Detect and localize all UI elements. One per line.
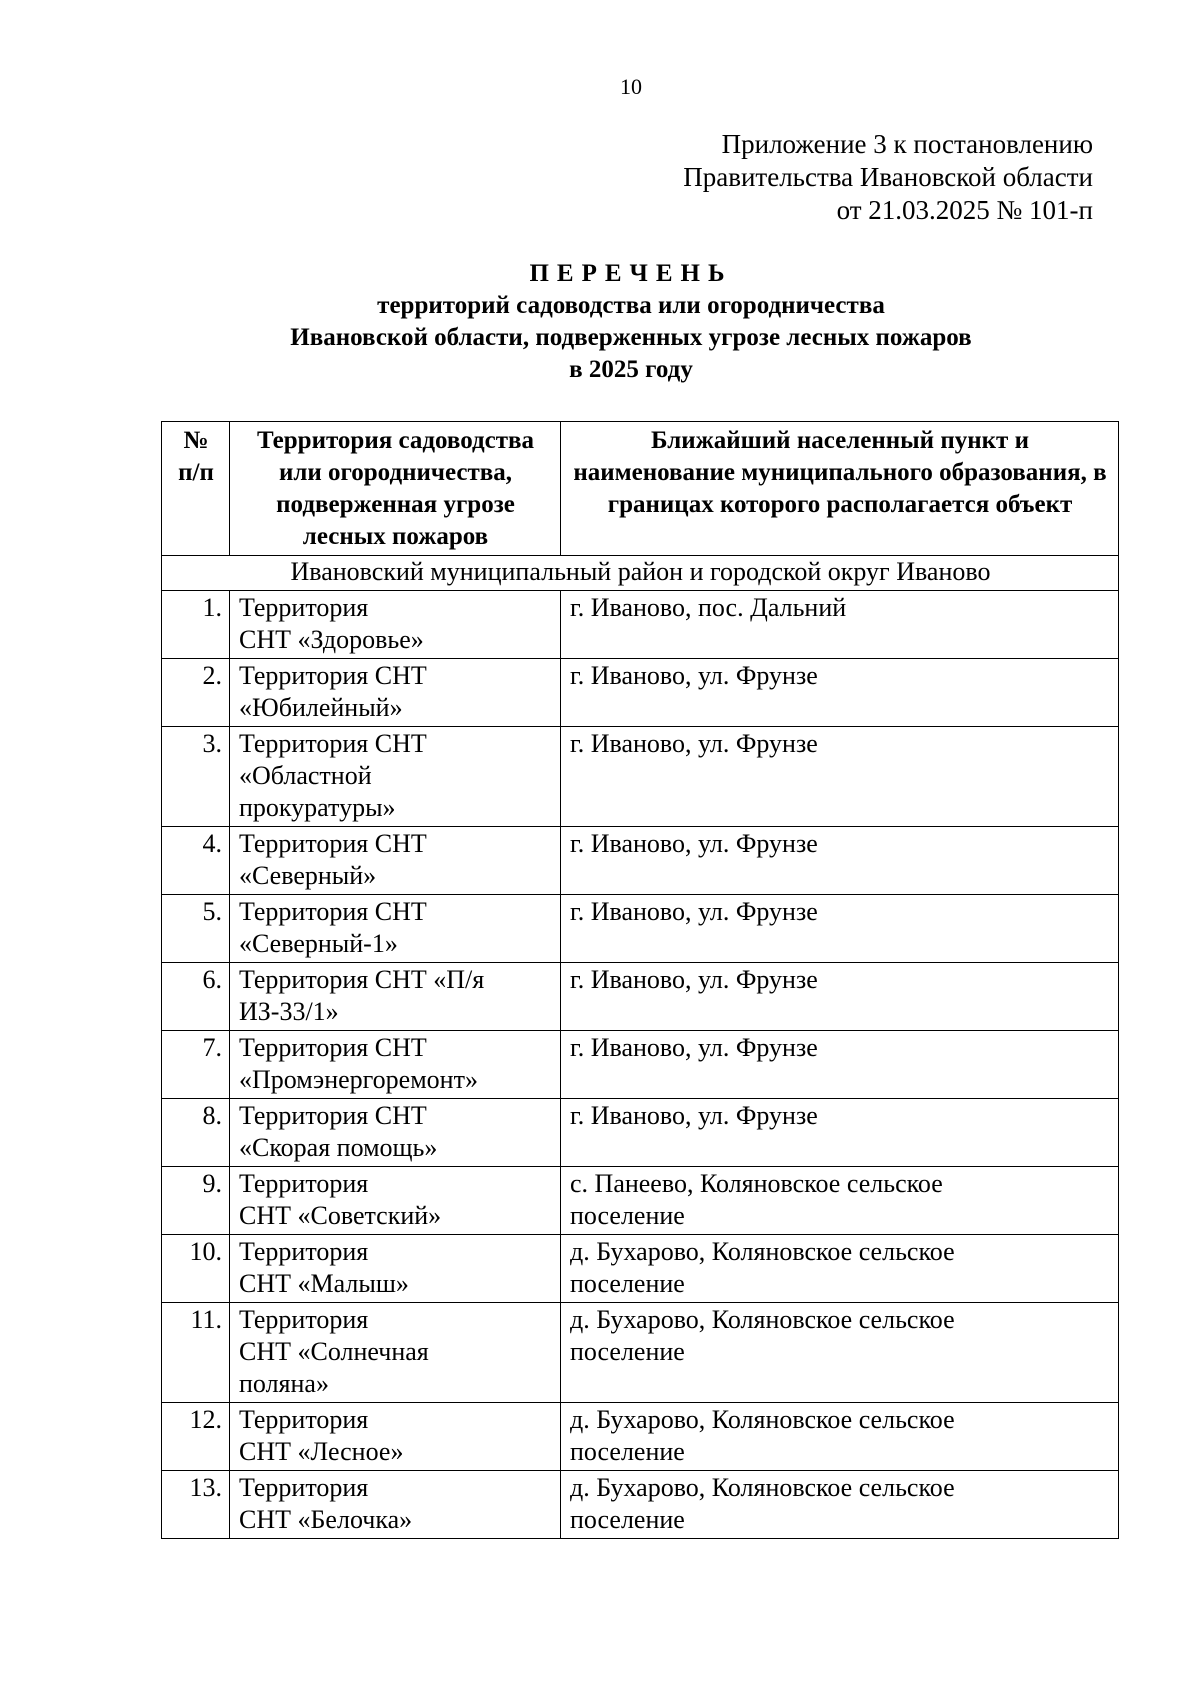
row-number: 9. [162, 1167, 230, 1235]
section-row [162, 556, 1119, 591]
row-number: 8. [162, 1099, 230, 1167]
row-territory: Территория СНТ «Юбилейный» [230, 659, 561, 727]
row-territory: Территория СНТ «Здоровье» [230, 591, 561, 659]
row-number: 13. [162, 1471, 230, 1539]
title-main: ПЕРЕЧЕНЬ [529, 260, 733, 287]
header-number: № п/п [162, 422, 230, 556]
row-place: д. Бухарово, Коляновское сельское поселение [561, 1403, 1119, 1471]
document-title [0, 258, 1200, 386]
table-row [162, 1471, 1119, 1539]
table-row [162, 591, 1119, 659]
table-row [162, 1167, 1119, 1235]
row-territory: Территория СНТ «Малыш» [230, 1235, 561, 1303]
row-number: 6. [162, 963, 230, 1031]
header-territory: Территория садоводства или огородничества, подверженная угрозе лесных пожаров [230, 422, 561, 556]
row-territory: Территория СНТ «П/я ИЗ-33/1» [230, 963, 561, 1031]
table-row [162, 895, 1119, 963]
row-place: г. Иваново, ул. Фрунзе [561, 895, 1119, 963]
row-number: 12. [162, 1403, 230, 1471]
title-line-2: Ивановской области, подверженных угрозе лесных пожаров [290, 324, 972, 351]
row-territory: Территория СНТ «Скорая помощь» [230, 1099, 561, 1167]
appendix-reference [683, 128, 1093, 227]
row-number: 10. [162, 1235, 230, 1303]
row-place: д. Бухарово, Коляновское сельское поселение [561, 1303, 1119, 1403]
territories-table [161, 421, 1119, 1539]
row-territory: Территория СНТ «Солнечная поляна» [230, 1303, 561, 1403]
row-place: с. Панеево, Коляновское сельское поселение [561, 1167, 1119, 1235]
row-place: д. Бухарово, Коляновское сельское поселение [561, 1471, 1119, 1539]
row-place: г. Иваново, ул. Фрунзе [561, 963, 1119, 1031]
title-line-3: в 2025 году [569, 356, 693, 383]
row-number: 2. [162, 659, 230, 727]
row-territory: Территория СНТ «Областной прокуратуры» [230, 727, 561, 827]
section-title: Ивановский муниципальный район и городской округ Иваново [162, 556, 1119, 591]
row-number: 3. [162, 727, 230, 827]
row-territory: Территория СНТ «Лесное» [230, 1403, 561, 1471]
row-number: 7. [162, 1031, 230, 1099]
row-territory: Территория СНТ «Советский» [230, 1167, 561, 1235]
row-number: 1. [162, 591, 230, 659]
title-line-1: территорий садоводства или огородничества [377, 292, 885, 319]
table-row [162, 1099, 1119, 1167]
table-row [162, 1031, 1119, 1099]
row-place: д. Бухарово, Коляновское сельское поселение [561, 1235, 1119, 1303]
row-place: г. Иваново, ул. Фрунзе [561, 1099, 1119, 1167]
row-number: 11. [162, 1303, 230, 1403]
row-territory: Территория СНТ «Белочка» [230, 1471, 561, 1539]
appendix-line-2: Правительства Ивановской области [683, 162, 1093, 192]
header-place: Ближайший населенный пункт и наименование муниципального образования, в границах которого располагается объект [561, 422, 1119, 556]
row-territory: Территория СНТ «Северный» [230, 827, 561, 895]
row-territory: Территория СНТ «Промэнергоремонт» [230, 1031, 561, 1099]
row-place: г. Иваново, ул. Фрунзе [561, 659, 1119, 727]
table-row [162, 827, 1119, 895]
table-row [162, 1403, 1119, 1471]
table-row [162, 727, 1119, 827]
row-place: г. Иваново, ул. Фрунзе [561, 827, 1119, 895]
row-territory: Территория СНТ «Северный-1» [230, 895, 561, 963]
table-row [162, 963, 1119, 1031]
row-place: г. Иваново, пос. Дальний [561, 591, 1119, 659]
table-row [162, 1303, 1119, 1403]
table-header-row [162, 422, 1119, 556]
table-row [162, 1235, 1119, 1303]
row-number: 5. [162, 895, 230, 963]
row-place: г. Иваново, ул. Фрунзе [561, 727, 1119, 827]
table-row [162, 659, 1119, 727]
row-place: г. Иваново, ул. Фрунзе [561, 1031, 1119, 1099]
appendix-line-1: Приложение 3 к постановлению [721, 129, 1093, 159]
row-number: 4. [162, 827, 230, 895]
page-number: 10 [620, 74, 642, 99]
appendix-line-3: от 21.03.2025 № 101-п [836, 195, 1093, 225]
